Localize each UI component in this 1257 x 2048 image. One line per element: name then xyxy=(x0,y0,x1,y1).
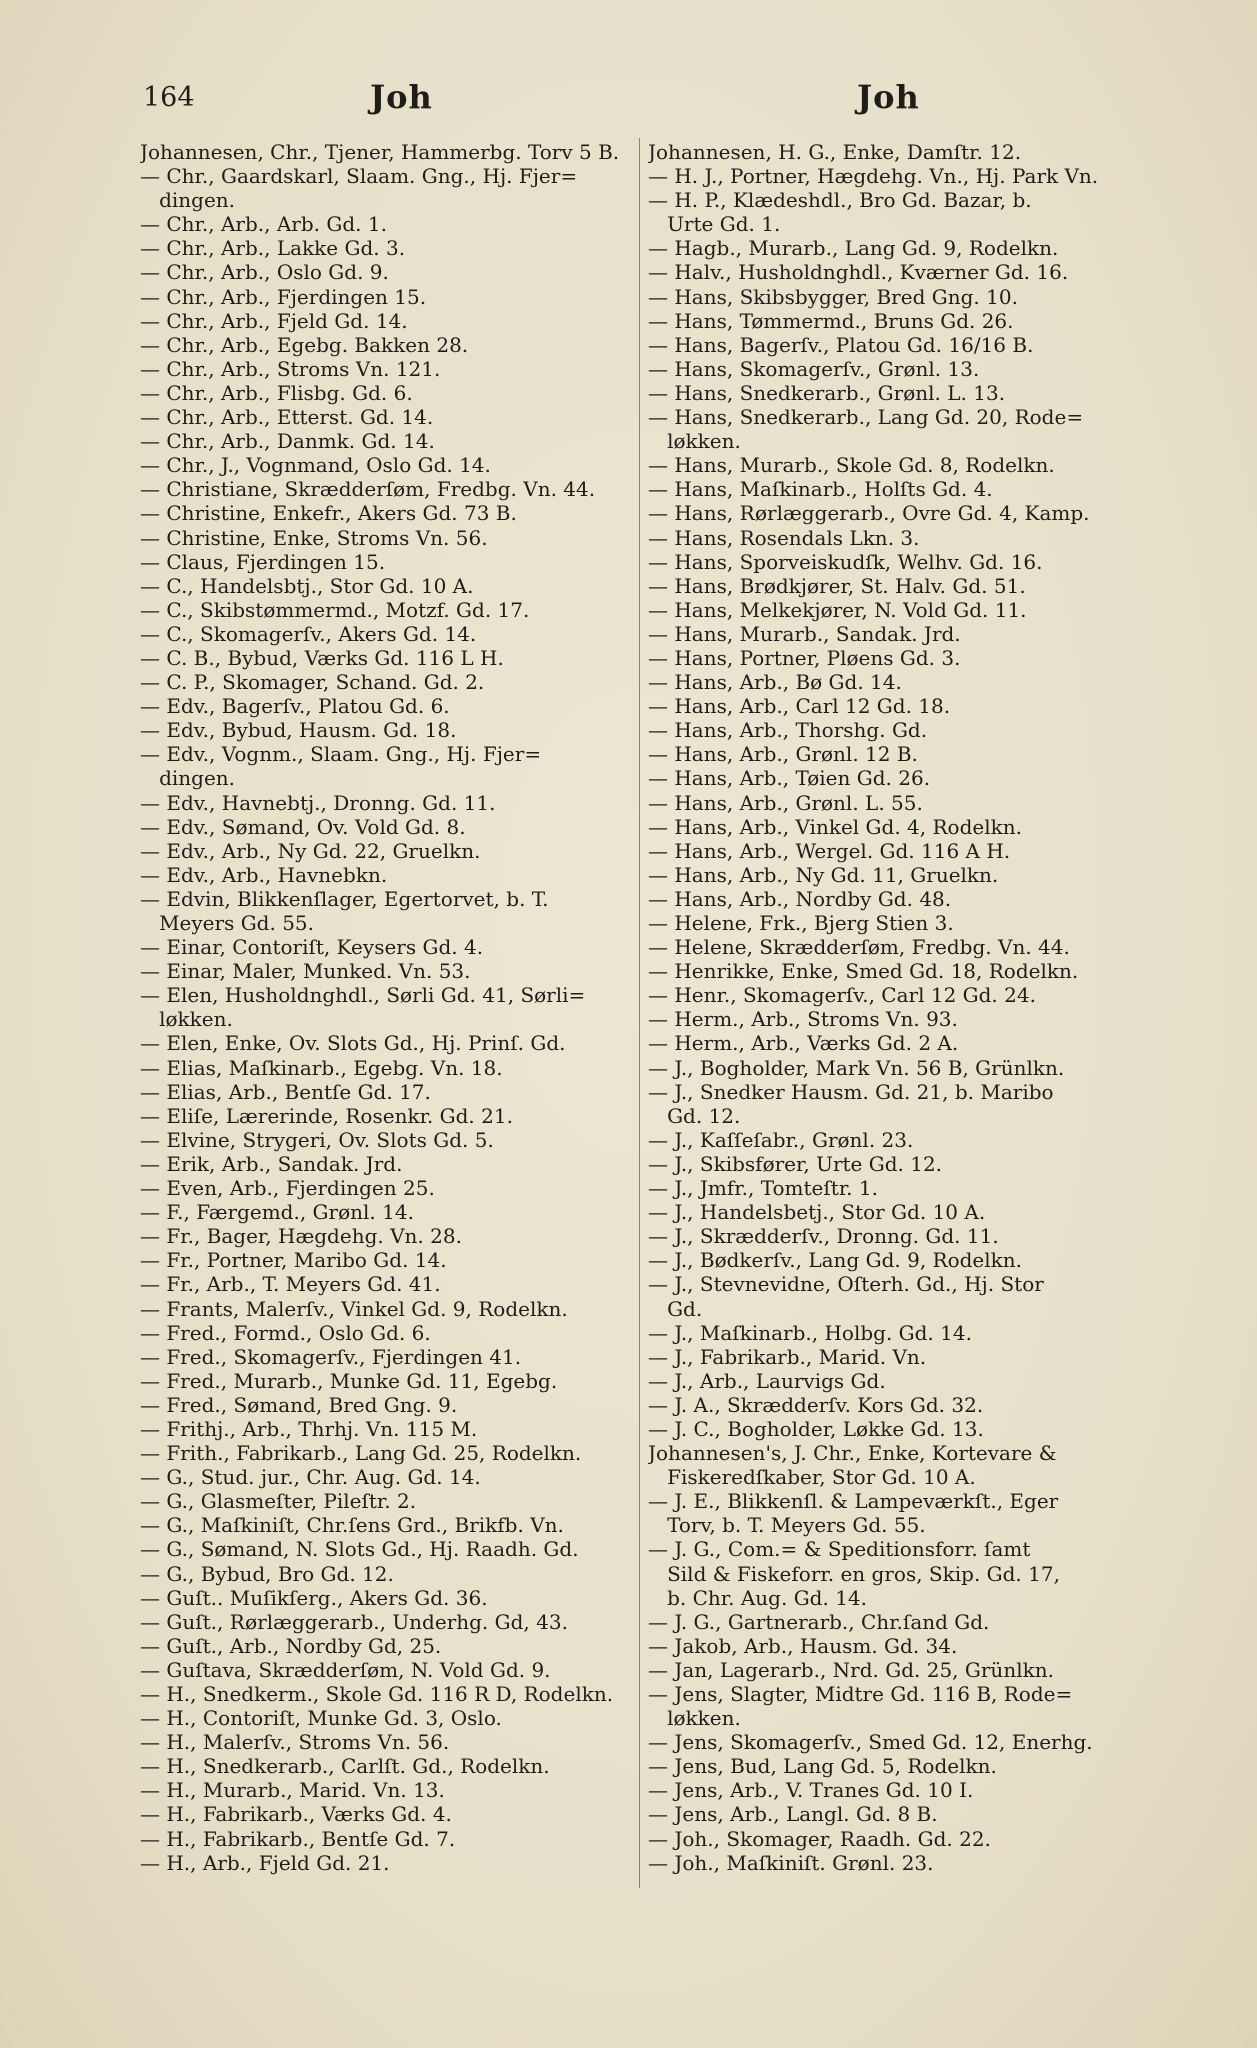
directory-entry-line: — Edv., Vognm., Slaam. Gng., Hj. Fjer= xyxy=(140,742,542,767)
directory-entry-line: — Hans, Snedkerarb., Lang Gd. 20, Rode= xyxy=(648,405,1084,430)
directory-entry-line: — J. C., Bogholder, Løkke Gd. 13. xyxy=(648,1416,984,1441)
directory-entry-line: Gd. xyxy=(648,1296,703,1321)
directory-entry-line: Johannesen, Chr., Tjener, Hammerbg. Torv 5 B. xyxy=(140,140,620,164)
directory-entry-line: — Elen, Enke, Ov. Slots Gd., Hj. Prinſ. Gd. xyxy=(140,1031,566,1056)
directory-entry-line: Meyers Gd. 55. xyxy=(140,911,315,935)
directory-entry-line: — J., Bogholder, Mark Vn. 56 B, Grünlkn. xyxy=(648,1055,1065,1080)
directory-entry-line: — Frants, Malerſv., Vinkel Gd. 9, Rodelkn. xyxy=(140,1296,568,1321)
directory-entry-line: — Hans, Arb., Tøien Gd. 26. xyxy=(648,766,931,791)
directory-entry-line: — Joh., Skomager, Raadh. Gd. 22. xyxy=(648,1826,991,1851)
directory-entry-line: — Herm., Arb., Stroms Vn. 93. xyxy=(648,1007,958,1032)
directory-entry-line: — Hans, Arb., Carl 12 Gd. 18. xyxy=(648,694,951,719)
directory-entry-line: — H. J., Portner, Hægdehg. Vn., Hj. Park Vn. xyxy=(648,164,1099,189)
directory-entry-line: — Chr., Arb., Danmk. Gd. 14. xyxy=(140,429,435,454)
directory-entry-line: Fiskeredſkaber, Stor Gd. 10 A. xyxy=(648,1465,976,1490)
directory-entry-line: — J., Arb., Laurvigs Gd. xyxy=(648,1368,886,1393)
directory-entry-line: — Edv., Havnebtj., Dronng. Gd. 11. xyxy=(140,790,496,815)
directory-entry-line: — Hans, Sporveiskudſk, Welhv. Gd. 16. xyxy=(648,549,1043,574)
directory-entry-line: — J., Skrædderſv., Dronng. Gd. 11. xyxy=(648,1224,999,1249)
directory-entry-line: — Hans, Murarb., Sandak. Jrd. xyxy=(648,621,961,646)
directory-entry-line: — Hans, Brødkjører, St. Halv. Gd. 51. xyxy=(648,573,1026,598)
directory-entry-line: — Hans, Arb., Grønl. L. 55. xyxy=(648,790,923,815)
directory-entry-line: — Chr., J., Vognmand, Oslo Gd. 14. xyxy=(140,453,491,478)
directory-entry-line: — J., Snedker Hausm. Gd. 21, b. Maribo xyxy=(648,1079,1054,1104)
directory-entry-line: — H., Snedkerm., Skole Gd. 116 R D, Rodelkn. xyxy=(140,1682,614,1706)
directory-entry-line: — Hans, Skomagerſv., Grønl. 13. xyxy=(648,356,980,381)
directory-entry-line: — Jan, Lagerarb., Nrd. Gd. 25, Grünlkn. xyxy=(648,1657,1054,1682)
directory-entry-line: — Christine, Enke, Stroms Vn. 56. xyxy=(140,525,488,550)
directory-entry-line: Sild & Fiskeforr. en gros, Skip. Gd. 17, xyxy=(648,1561,1060,1586)
directory-entry-line: — Hans, Arb., Nordby Gd. 48. xyxy=(648,886,952,911)
directory-entry-line: — H., Malerſv., Stroms Vn. 56. xyxy=(140,1730,450,1755)
directory-entry-line: — Hans, Skibsbygger, Bred Gng. 10. xyxy=(648,284,1018,309)
directory-entry-line: — Hans, Arb., Grønl. 12 B. xyxy=(648,742,918,767)
directory-entry-line: — Chr., Gaardskarl, Slaam. Gng., Hj. Fjer= xyxy=(140,164,578,189)
running-header-right: Joh xyxy=(857,78,920,116)
directory-entry-line: — Hans, Rørlæggerarb., Ovre Gd. 4, Kamp. xyxy=(648,501,1090,526)
directory-entry-line: — Elias, Arb., Bentſe Gd. 17. xyxy=(140,1079,431,1104)
directory-entry-line: — C., Handelsbtj., Stor Gd. 10 A. xyxy=(140,573,474,598)
directory-entry-line: — H., Murarb., Marid. Vn. 13. xyxy=(140,1778,445,1803)
directory-entry-line: — Eliſe, Lærerinde, Rosenkr. Gd. 21. xyxy=(140,1103,513,1128)
directory-entry-line: — Henrikke, Enke, Smed Gd. 18, Rodelkn. xyxy=(648,959,1079,984)
directory-entry-line: — Jens, Arb., Langl. Gd. 8 B. xyxy=(648,1802,938,1827)
directory-entry-line: b. Chr. Aug. Gd. 14. xyxy=(648,1585,867,1610)
directory-entry-line: — H., Fabrikarb., Værks Gd. 4. xyxy=(140,1802,452,1827)
directory-entry-line: — Frithj., Arb., Thrhj. Vn. 115 M. xyxy=(140,1416,478,1441)
directory-entry-line: løkken. xyxy=(648,429,741,454)
directory-entry-line: — Fred., Murarb., Munke Gd. 11, Egebg. xyxy=(140,1368,558,1393)
directory-entry-line: — Hans, Murarb., Skole Gd. 8, Rodelkn. xyxy=(648,453,1055,478)
directory-entry-line: — Chr., Arb., Etterst. Gd. 14. xyxy=(140,405,434,430)
directory-entry-line: — Jens, Arb., V. Tranes Gd. 10 I. xyxy=(648,1778,974,1803)
directory-entry-line: — Hans, Arb., Wergel. Gd. 116 A H. xyxy=(648,838,1011,863)
directory-entry-line: — Hans, Arb., Ny Gd. 11, Gruelkn. xyxy=(648,862,999,887)
directory-entry-line: — Hans, Melkekjører, N. Vold Gd. 11. xyxy=(648,597,1027,622)
left-column xyxy=(140,140,632,1875)
directory-entry-line: — Fr., Arb., T. Meyers Gd. 41. xyxy=(140,1272,441,1297)
directory-entry-line: Johannesen's, J. Chr., Enke, Kortevare & xyxy=(648,1441,1057,1466)
directory-entry-line: — J. G., Com.= & Speditionsforr. ſamt xyxy=(648,1537,1031,1562)
directory-entry-line: — Hans, Tømmermd., Bruns Gd. 26. xyxy=(648,308,1014,333)
directory-entry-line: — Guſt.. Muſikſerg., Akers Gd. 36. xyxy=(140,1585,488,1610)
directory-entry-line: — Hagb., Murarb., Lang Gd. 9, Rodelkn. xyxy=(648,236,1059,261)
directory-entry-line: — H. P., Klædeshdl., Bro Gd. Bazar, b. xyxy=(648,188,1032,213)
directory-entry-line: — Hans, Rosendals Lkn. 3. xyxy=(648,525,920,550)
directory-entry-line: — Fred., Formd., Oslo Gd. 6. xyxy=(140,1320,431,1345)
directory-entry-line: — Edvin, Blikkenſlager, Egertorvet, b. T. xyxy=(140,886,549,911)
directory-entry-line: — Edv., Bagerſv., Platou Gd. 6. xyxy=(140,694,450,719)
column-divider xyxy=(639,138,640,1888)
directory-entry-line: — Elias, Maſkinarb., Egebg. Vn. 18. xyxy=(140,1055,503,1080)
directory-entry-line: — Henr., Skomagerſv., Carl 12 Gd. 24. xyxy=(648,983,1036,1008)
directory-entry-line: Urte Gd. 1. xyxy=(648,212,781,237)
directory-entry-line: — Einar, Contoriſt, Keysers Gd. 4. xyxy=(140,935,484,960)
directory-entry-line: — H., Fabrikarb., Bentſe Gd. 7. xyxy=(140,1826,456,1851)
directory-entry-line: — Herm., Arb., Værks Gd. 2 A. xyxy=(648,1031,959,1056)
directory-entry-line: — H., Snedkerarb., Carlſt. Gd., Rodelkn. xyxy=(140,1754,550,1779)
directory-entry-line: løkken. xyxy=(648,1706,741,1731)
directory-entry-line: — Fred., Skomagerſv., Fjerdingen 41. xyxy=(140,1344,522,1369)
directory-entry-line: — Einar, Maler, Munked. Vn. 53. xyxy=(140,959,471,984)
directory-entry-line: — Jakob, Arb., Hausm. Gd. 34. xyxy=(648,1633,958,1658)
directory-entry-line: — Helene, Frk., Bjerg Stien 3. xyxy=(648,911,954,935)
directory-entry-line: — Chr., Arb., Fjeld Gd. 14. xyxy=(140,308,408,333)
directory-entry-line: — Halv., Husholdnghdl., Kværner Gd. 16. xyxy=(648,260,1069,285)
directory-entry-line: — J., Fabrikarb., Marid. Vn. xyxy=(648,1344,927,1369)
directory-entry-line: — C., Skomagerſv., Akers Gd. 14. xyxy=(140,621,477,646)
directory-entry-line: Torv, b. T. Meyers Gd. 55. xyxy=(648,1513,926,1538)
directory-entry-line: — Edv., Sømand, Ov. Vold Gd. 8. xyxy=(140,814,466,839)
directory-entry-line: — J., Kaſſeſabr., Grønl. 23. xyxy=(648,1127,914,1152)
directory-entry-line: — G., Glasmeſter, Pileſtr. 2. xyxy=(140,1489,417,1514)
directory-entry-line: dingen. xyxy=(140,766,236,791)
directory-entry-line: — Hans, Snedkerarb., Grønl. L. 13. xyxy=(648,380,1006,405)
directory-entry-line: — Guſt., Rørlæggerarb., Underhg. Gd, 43. xyxy=(140,1609,568,1634)
directory-entry-line: — Claus, Fjerdingen 15. xyxy=(140,549,386,574)
directory-entry-line: — Fred., Sømand, Bred Gng. 9. xyxy=(140,1392,458,1417)
directory-entry-line: — G., Stud. jur., Chr. Aug. Gd. 14. xyxy=(140,1465,481,1490)
directory-entry-line: — C., Skibstømmermd., Motzf. Gd. 17. xyxy=(140,597,530,622)
directory-entry-line: — Chr., Arb., Stroms Vn. 121. xyxy=(140,356,441,381)
directory-entry-line: — Fr., Bager, Hægdehg. Vn. 28. xyxy=(140,1224,462,1249)
directory-entry-line: — Guſtava, Skrædderſøm, N. Vold Gd. 9. xyxy=(140,1657,551,1682)
directory-entry-line: — Joh., Maſkiniſt. Grønl. 23. xyxy=(648,1850,934,1875)
directory-entry-line: — J. G., Gartnerarb., Chr.ſand Gd. xyxy=(648,1609,990,1634)
directory-entry-line: Gd. 12. xyxy=(648,1103,741,1128)
directory-entry-line: — J., Stevnevidne, Oſterh. Gd., Hj. Stor xyxy=(648,1272,1044,1297)
directory-entry-line: dingen. xyxy=(140,188,236,213)
directory-entry-line: — Hans, Maſkinarb., Holſts Gd. 4. xyxy=(648,477,993,502)
directory-entry-line: — J., Skibsfører, Urte Gd. 12. xyxy=(648,1151,943,1176)
directory-entry-line: — Chr., Arb., Egebg. Bakken 28. xyxy=(140,332,469,357)
directory-entry-line: — J. E., Blikkenſl. & Lampeværkſt., Eger xyxy=(648,1489,1059,1514)
directory-entry-line: — J., Handelsbetj., Stor Gd. 10 A. xyxy=(648,1200,986,1225)
directory-entry-line: — J., Jmfr., Tomteſtr. 1. xyxy=(648,1176,878,1201)
directory-entry-line: — H., Contoriſt, Munke Gd. 3, Oslo. xyxy=(140,1706,502,1731)
directory-entry-line: — Edv., Bybud, Hausm. Gd. 18. xyxy=(140,718,457,743)
directory-entry-line: — Edv., Arb., Ny Gd. 22, Gruelkn. xyxy=(140,838,481,863)
directory-entry-line: — Hans, Portner, Pløens Gd. 3. xyxy=(648,645,961,670)
directory-entry-line: — J., Maſkinarb., Holbg. Gd. 14. xyxy=(648,1320,972,1345)
directory-entry-line: — Chr., Arb., Flisbg. Gd. 6. xyxy=(140,380,413,405)
directory-entry-line: — Fr., Portner, Maribo Gd. 14. xyxy=(140,1248,447,1273)
directory-entry-line: — H., Arb., Fjeld Gd. 21. xyxy=(140,1850,390,1875)
directory-entry-line: — Chr., Arb., Arb. Gd. 1. xyxy=(140,212,387,237)
directory-entry-line: — Christiane, Skrædderſøm, Fredbg. Vn. 44. xyxy=(140,477,596,502)
directory-entry-line: — J., Bødkerſv., Lang Gd. 9, Rodelkn. xyxy=(648,1248,1023,1273)
directory-entry-line: — Elvine, Strygeri, Ov. Slots Gd. 5. xyxy=(140,1127,494,1152)
directory-entry-line: — Frith., Fabrikarb., Lang Gd. 25, Rodelkn. xyxy=(140,1441,582,1466)
directory-entry-line: — Even, Arb., Fjerdingen 25. xyxy=(140,1176,435,1201)
directory-entry-line: — Chr., Arb., Fjerdingen 15. xyxy=(140,284,427,309)
directory-entry-line: — Hans, Arb., Thorshg. Gd. xyxy=(648,718,928,743)
directory-entry-line: — C. B., Bybud, Værks Gd. 116 L H. xyxy=(140,645,504,670)
directory-entry-line: — Jens, Bud, Lang Gd. 5, Rodelkn. xyxy=(648,1754,997,1779)
directory-entry-line: — Hans, Arb., Bø Gd. 14. xyxy=(648,670,902,695)
directory-entry-line: — J. A., Skrædderſv. Kors Gd. 32. xyxy=(648,1392,984,1417)
directory-entry-line: — Hans, Arb., Vinkel Gd. 4, Rodelkn. xyxy=(648,814,1022,839)
directory-entry-line: — G., Sømand, N. Slots Gd., Hj. Raadh. Gd. xyxy=(140,1537,579,1562)
directory-entry-line: — Edv., Arb., Havnebkn. xyxy=(140,862,388,887)
directory-entry-line: — Chr., Arb., Lakke Gd. 3. xyxy=(140,236,406,261)
directory-entry-line: Johannesen, H. G., Enke, Damſtr. 12. xyxy=(648,140,1022,164)
directory-entry-line: — Hans, Bagerſv., Platou Gd. 16/16 B. xyxy=(648,332,1034,357)
directory-entry-line: — G., Bybud, Bro Gd. 12. xyxy=(140,1561,394,1586)
directory-entry-line: — F., Færgemd., Grønl. 14. xyxy=(140,1200,414,1225)
page-number: 164 xyxy=(143,82,195,113)
directory-entry-line: — C. P., Skomager, Schand. Gd. 2. xyxy=(140,670,485,695)
right-column xyxy=(648,140,1138,1875)
directory-entry-line: — Elen, Husholdnghdl., Sørli Gd. 41, Sørli= xyxy=(140,983,586,1008)
directory-entry-line: — Chr., Arb., Oslo Gd. 9. xyxy=(140,260,389,285)
directory-entry-line: løkken. xyxy=(140,1007,233,1032)
directory-entry-line: — G., Maſkiniſt, Chr.ſens Grd., Brikfb. Vn. xyxy=(140,1513,564,1538)
directory-entry-line: — Erik, Arb., Sandak. Jrd. xyxy=(140,1151,403,1176)
directory-entry-line: — Jens, Slagter, Midtre Gd. 116 B, Rode= xyxy=(648,1682,1073,1706)
directory-entry-line: — Christine, Enkefr., Akers Gd. 73 B. xyxy=(140,501,517,526)
directory-entry-line: — Jens, Skomagerſv., Smed Gd. 12, Enerhg. xyxy=(648,1730,1093,1755)
directory-entry-line: — Guſt., Arb., Nordby Gd, 25. xyxy=(140,1633,442,1658)
running-header-left: Joh xyxy=(370,78,433,116)
directory-entry-line: — Helene, Skrædderſøm, Fredbg. Vn. 44. xyxy=(648,935,1070,960)
